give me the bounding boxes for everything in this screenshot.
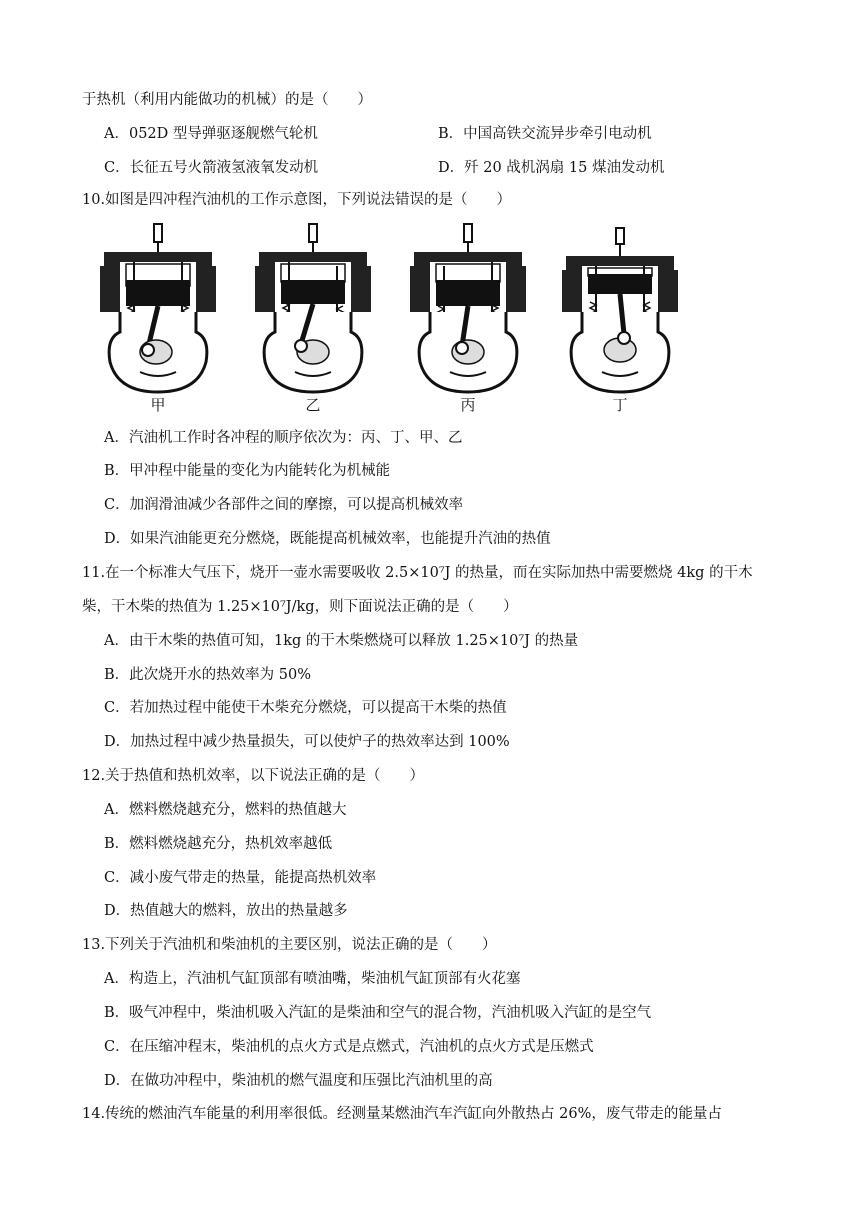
q11-option-b: B．此次烧开水的热效率为 50% <box>104 667 311 683</box>
engine-diagram-yi <box>251 222 375 398</box>
figure-label-yi: 乙 <box>305 396 321 414</box>
q9-stem: 于热机（利用内能做功的机械）的是（ ） <box>82 92 372 108</box>
q13-option-b: B．吸气冲程中，柴油机吸入汽缸的是柴油和空气的混合物，汽油机吸入汽缸的是空气 <box>104 1005 652 1021</box>
q9-option-c: C．长征五号火箭液氢液氧发动机 <box>104 160 319 176</box>
engine-diagram-jia <box>96 222 220 398</box>
q13-option-c: C．在压缩冲程末，柴油机的点火方式是点燃式，汽油机的点火方式是压燃式 <box>104 1039 594 1055</box>
q10-option-d: D．如果汽油能更充分燃烧，既能提高机械效率，也能提升汽油的热值 <box>104 531 551 547</box>
q10-option-a: A．汽油机工作时各冲程的顺序依次为：丙、丁、甲、乙 <box>104 430 463 446</box>
q11-stem-line-1: 11.在一个标准大气压下，烧开一壶水需要吸收 2.5×10⁷J 的热量，而在实际加热中需要燃烧 4kg 的干木 <box>82 565 753 581</box>
q12-stem: 12.关于热值和热机效率，以下说法正确的是（ ） <box>82 768 425 784</box>
q11-stem-line-2: 柴，干木柴的热值为 1.25×10⁷J/kg，则下面说法正确的是（ ） <box>82 599 518 615</box>
engine-diagram-ding <box>558 222 682 398</box>
q12-option-c: C．减小废气带走的热量，能提高热机效率 <box>104 870 377 886</box>
q12-option-b: B．燃料燃烧越充分，热机效率越低 <box>104 836 333 852</box>
q13-stem: 13.下列关于汽油机和柴油机的主要区别，说法正确的是（ ） <box>82 937 497 953</box>
figure-label-jia: 甲 <box>150 396 166 414</box>
q9-option-d: D．歼 20 战机涡扇 15 煤油发动机 <box>438 160 665 176</box>
figure-label-ding: 丁 <box>612 396 628 414</box>
q10-option-c: C．加润滑油减少各部件之间的摩擦，可以提高机械效率 <box>104 497 464 513</box>
q14-stem: 14.传统的燃油汽车能量的利用率很低。经测量某燃油汽车汽缸向外散热占 26%，废气带走的能量占 <box>82 1106 722 1122</box>
q13-option-a: A．构造上，汽油机气缸顶部有喷油嘴，柴油机气缸顶部有火花塞 <box>104 971 521 987</box>
q12-option-a: A．燃料燃烧越充分，燃料的热值越大 <box>104 802 347 818</box>
q12-option-d: D．热值越大的燃料，放出的热量越多 <box>104 903 348 919</box>
q9-option-a: A．052D 型导弹驱逐舰燃气轮机 <box>104 126 318 142</box>
q9-option-b: B．中国高铁交流异步牵引电动机 <box>438 126 652 142</box>
q11-option-c: C．若加热过程中能使干木柴充分燃烧，可以提高干木柴的热值 <box>104 700 507 716</box>
engine-diagram-bing <box>406 222 530 398</box>
q11-option-d: D．加热过程中减少热量损失，可以使炉子的热效率达到 100% <box>104 734 510 750</box>
figure-label-bing: 丙 <box>460 396 476 414</box>
q10-option-b: B．甲冲程中能量的变化为内能转化为机械能 <box>104 463 391 479</box>
four-stroke-engine-figure <box>96 222 686 418</box>
q11-option-a: A．由干木柴的热值可知，1kg 的干木柴燃烧可以释放 1.25×10⁷J 的热量 <box>104 633 579 649</box>
q13-option-d: D．在做功冲程中，柴油机的燃气温度和压强比汽油机里的高 <box>104 1073 493 1089</box>
q10-stem: 10.如图是四冲程汽油机的工作示意图，下列说法错误的是（ ） <box>82 192 512 208</box>
